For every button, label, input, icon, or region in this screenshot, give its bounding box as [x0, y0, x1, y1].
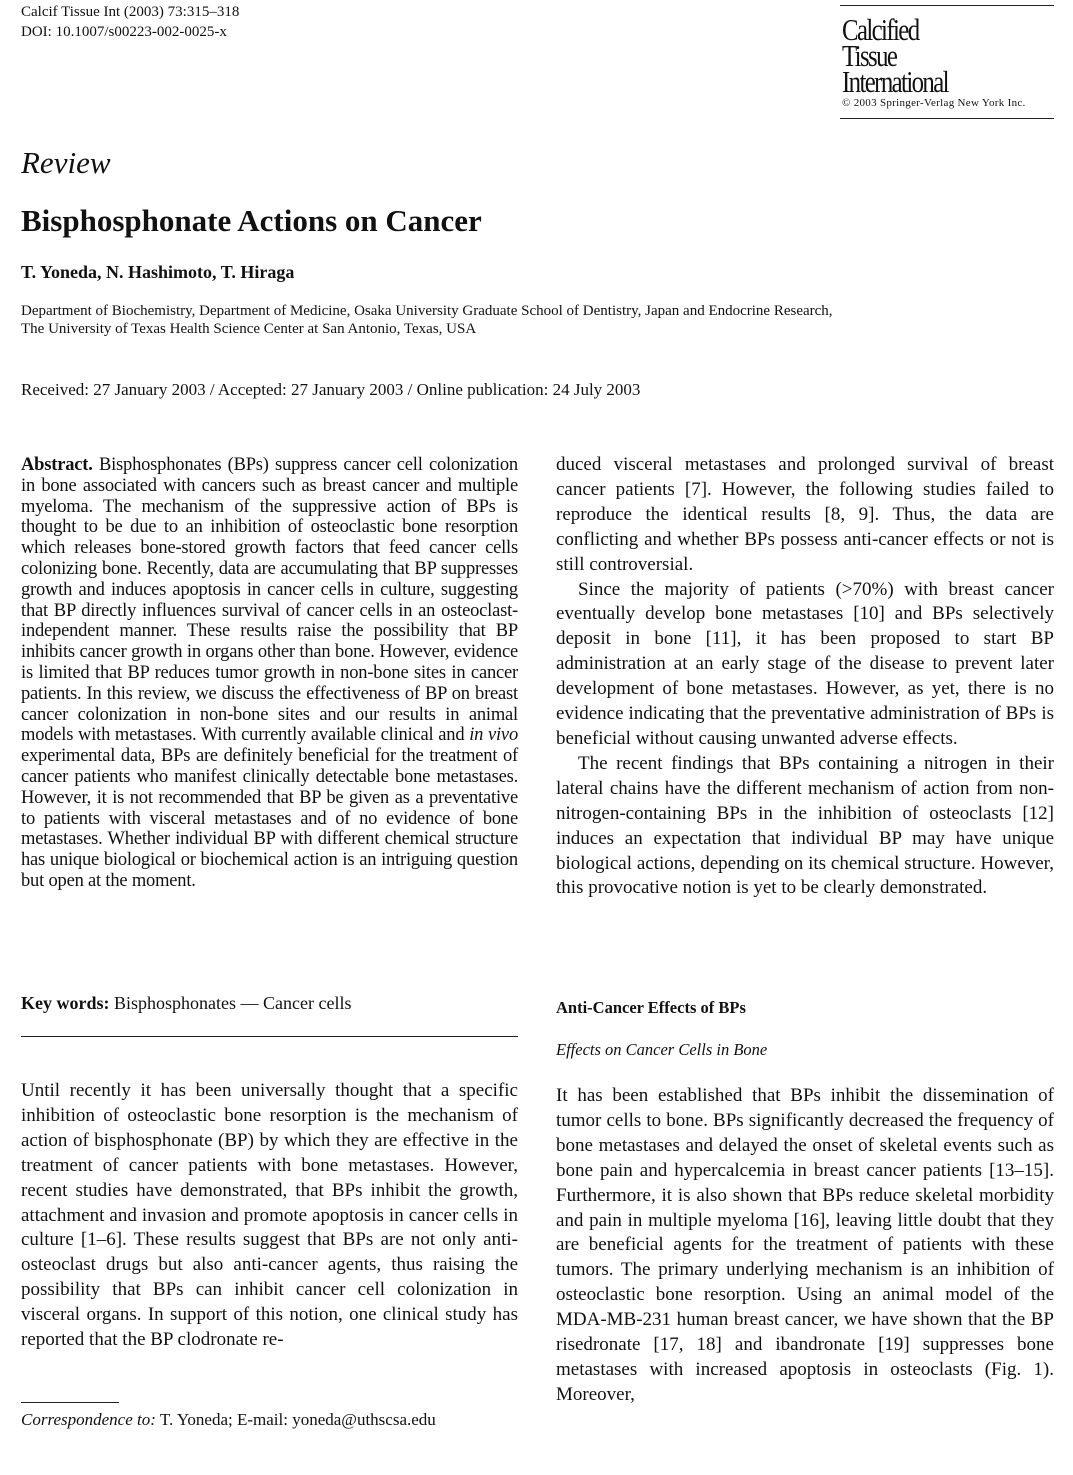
correspondence-label: Correspondence to: — [21, 1410, 156, 1429]
section-heading: Anti-Cancer Effects of BPs — [556, 998, 746, 1017]
logo-line-international: International — [842, 64, 948, 99]
body-paragraph: The recent findings that BPs containing a nitrogen in their lateral chains have the different mechanism of action from non-nitrogen-containing BPs in the inhibition of osteoclasts [12] induces an expectation that individual BP may have unique biological actions, depending on its chemical structure. However, this provocative notion is yet to be clearly demonstrated. — [556, 752, 1054, 899]
affiliation-line: Department of Biochemistry, Department of Medicine, Osaka University Graduate School of Dentistry, Japan and Endocrine Research, — [21, 303, 833, 319]
logo-line-tissue: Tissue — [842, 38, 897, 73]
copyright-notice: © 2003 Springer-Verlag New York Inc. — [842, 97, 1026, 109]
footnote-divider — [21, 1402, 119, 1403]
section-label: Review — [21, 145, 111, 180]
affiliation-line: The University of Texas Health Science Center at San Antonio, Texas, USA — [21, 321, 477, 337]
abstract-text: experimental data, BPs are definitely beneficial for the treatment of cancer patients who manifest clinically detectable bone metastases. However, it is not recommended that BP be given as a preventative to patients with visceral metastases and of no evidence of bone metastases. Whether individual BP with different chemical structure has unique biological or biochemical action is an intriguing question but open at the moment. — [21, 746, 518, 891]
right-column-body-lower — [556, 1084, 1054, 1408]
abstract-label: Abstract. — [21, 455, 93, 475]
keywords-divider — [21, 1036, 518, 1037]
affiliation — [21, 302, 833, 338]
keywords — [21, 993, 351, 1014]
correspondence-footnote — [21, 1410, 436, 1430]
left-column-body — [21, 1079, 518, 1353]
body-paragraph: Since the majority of patients (>70%) with breast cancer eventually develop bone metastases [10] and BPs selectively deposit in bone [11], it has been proposed to start BP administration at an early stage of the disease to prevent later development of bone metastases. However, as yet, there is no evidence indicating that the preventative administration of BPs is beneficial without causing unwanted adverse effects. — [556, 578, 1054, 749]
keywords-text: Bisphosphonates — Cancer cells — [114, 993, 352, 1013]
body-paragraph: It has been established that BPs inhibit the dissemination of tumor cells to bone. BPs significantly decreased the frequency of bone metastases and delayed the onset of skeletal events such as bone pain and hypercalcemia in breast cancer patients [13–15]. Furthermore, it is also shown that BPs reduce skeletal morbidity and pain in multiple myeloma [16], leaving little doubt that they are beneficial agents for the treatment of patients with these tumors. The primary underlying mechanism is an inhibition of osteoclastic bone resorption. Using an animal model of the MDA-MB-231 human breast cancer, we have shown that the BP risedronate [17, 18] and ibandronate [19] suppresses bone metastases with increased apoptosis in osteoclasts (Fig. 1). Moreover, — [556, 1085, 1054, 1405]
publication-dates: Received: 27 January 2003 / Accepted: 27 January 2003 / Online publication: 24 July 2003 — [21, 380, 641, 399]
citation-block — [21, 2, 239, 42]
subsection-heading: Effects on Cancer Cells in Bone — [556, 1040, 768, 1059]
doi-line: DOI: 10.1007/s00223-002-0025-x — [21, 24, 227, 40]
journal-logo — [840, 5, 1054, 119]
abstract-italic: in vivo — [469, 725, 518, 746]
author-list: T. Yoneda, N. Hashimoto, T. Hiraga — [21, 262, 295, 282]
article-title: Bisphosphonate Actions on Cancer — [21, 203, 482, 238]
right-column-body — [556, 453, 1054, 901]
logo-line-calcified: Calcified — [842, 12, 919, 47]
body-paragraph: Until recently it has been universally thought that a specific inhibition of osteoclastic bone resorption is the mechanism of action of bisphosphonate (BP) by which they are effective in the treatment of cancer patients with bone metastases. However, recent studies have demonstrated, that BPs inhibit the growth, attachment and invasion and promote apoptosis in cancer cells in culture [1–6]. These results suggest that BPs are not only anti-osteoclast drugs but also anti-cancer agents, thus raising the possibility that BPs can inhibit cancer cell colonization in visceral organs. In support of this notion, one clinical study has reported that the BP clodronate re- — [21, 1080, 518, 1351]
abstract — [21, 455, 518, 892]
abstract-text: Bisphosphonates (BPs) suppress cancer cell colonization in bone associated with cancers such as breast cancer and multiple myeloma. The mechanism of the suppressive action of BPs is thought to be due to an inhibition of osteoclastic bone resorption which releases bone-stored growth factors that feed cancer cells colonizing bone. Recently, data are accumulating that BP suppresses growth and induces apoptosis in cancer cells in culture, suggesting that BP directly influences survival of cancer cells in an osteoclast-independent manner. These results raise the possibility that BP inhibits cancer growth in organs other than bone. However, evidence is limited that BP reduces tumor growth in non-bone sites in cancer patients. In this review, we discuss the effectiveness of BP on breast cancer colonization in non-bone sites and our results in animal models with metastases. With currently available clinical and — [21, 455, 518, 746]
citation-line: Calcif Tissue Int (2003) 73:315–318 — [21, 4, 240, 20]
keywords-label: Key words: — [21, 993, 110, 1013]
body-paragraph: duced visceral metastases and prolonged survival of breast cancer patients [7]. However, the following studies failed to reproduce the identical results [8, 9]. Thus, the data are conflicting and whether BPs possess anti-cancer effects or not is still controversial. — [556, 454, 1054, 575]
correspondence-text: T. Yoneda; E-mail: yoneda@uthscsa.edu — [159, 1410, 436, 1429]
